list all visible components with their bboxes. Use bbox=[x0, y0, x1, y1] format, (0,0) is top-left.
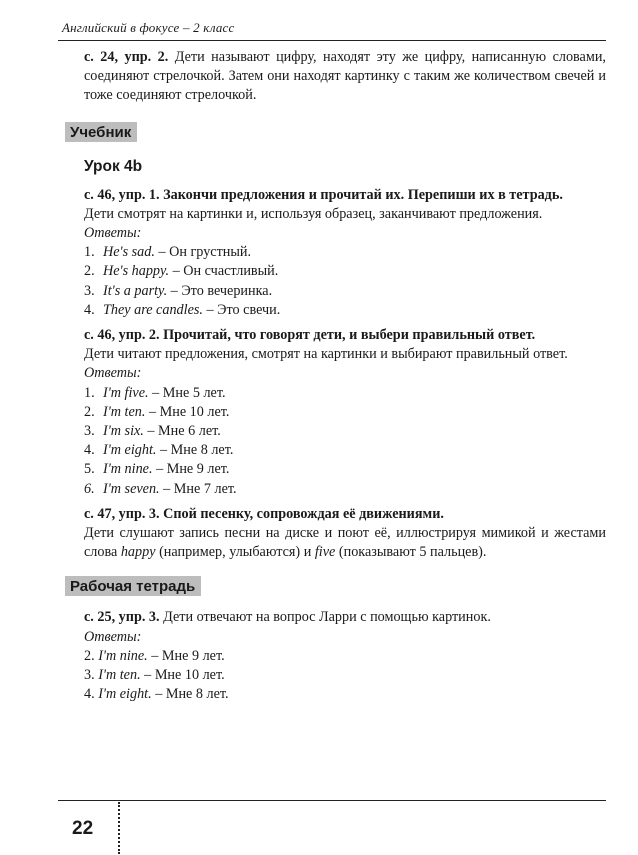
ex3-word-five: five bbox=[314, 544, 336, 561]
english-phrase: I'm eight. bbox=[98, 686, 152, 703]
list-item bbox=[84, 422, 606, 441]
item-number: 3. bbox=[84, 667, 95, 684]
english-phrase: I'm ten. bbox=[98, 667, 141, 684]
item-number: 4. bbox=[84, 442, 95, 459]
list-item bbox=[84, 282, 606, 301]
translation: – Мне 10 лет. bbox=[140, 667, 225, 684]
translation: – Мне 8 лет. bbox=[156, 442, 234, 459]
english-phrase: I'm ten. bbox=[103, 403, 146, 420]
translation: – Он счастливый. bbox=[169, 263, 279, 280]
ex2-answers-label: Ответы: bbox=[84, 365, 142, 382]
item-number: 4. bbox=[84, 686, 95, 703]
page-content bbox=[70, 48, 606, 704]
english-phrase: I'm nine. bbox=[103, 461, 153, 478]
list-item bbox=[84, 301, 606, 320]
english-phrase: He's happy. bbox=[103, 263, 170, 280]
item-number: 2. bbox=[84, 263, 95, 280]
intro-paragraph bbox=[84, 48, 606, 106]
english-phrase: I'm six. bbox=[103, 423, 144, 440]
page-number: 22 bbox=[72, 818, 94, 839]
ex2-description: Дети читают предложения, смотрят на картинки и выбирают правильный ответ. bbox=[84, 346, 568, 363]
item-number: 3. bbox=[84, 423, 95, 440]
list-item bbox=[84, 685, 606, 704]
list-item bbox=[84, 262, 606, 281]
ex1-answers-label: Ответы: bbox=[84, 225, 142, 242]
english-phrase: I'm seven. bbox=[103, 480, 160, 497]
list-item bbox=[84, 384, 606, 403]
translation: – Это вечеринка. bbox=[167, 282, 273, 299]
intro-lead: с. 24, упр. 2. bbox=[84, 49, 169, 65]
ex3-desc-part: (например, улыбаются) и bbox=[155, 544, 315, 561]
translation: – Мне 9 лет. bbox=[147, 647, 225, 664]
ex3-description bbox=[84, 524, 606, 562]
list-item bbox=[84, 647, 606, 666]
translation: – Мне 10 лет. bbox=[145, 403, 230, 420]
translation: – Мне 5 лет. bbox=[148, 384, 226, 401]
section-heading-workbook: Рабочая тетрадь bbox=[65, 576, 201, 596]
footer-rule bbox=[58, 800, 606, 801]
item-number: 1. bbox=[84, 384, 95, 401]
ex3-task: с. 47, упр. 3. Спой песенку, сопровождая её движениями. bbox=[84, 505, 444, 522]
wb1-answers-list bbox=[84, 647, 606, 705]
ex2-answers-list bbox=[84, 384, 606, 499]
english-phrase: I'm eight. bbox=[103, 442, 157, 459]
list-item bbox=[84, 403, 606, 422]
ex2-task: с. 46, упр. 2. Прочитай, что говорят дети, и выбери правильный ответ. bbox=[84, 327, 536, 344]
item-number: 5. bbox=[84, 461, 95, 478]
translation: – Мне 7 лет. bbox=[159, 480, 237, 497]
ex1-task: с. 46, упр. 1. Закончи предложения и прочитай их. Перепиши их в тетрадь. bbox=[84, 186, 563, 203]
ex3-word-happy: happy bbox=[120, 544, 156, 561]
item-number: 4. bbox=[84, 301, 95, 318]
list-item bbox=[84, 441, 606, 460]
ex1-answers-list bbox=[84, 243, 606, 320]
item-number: 3. bbox=[84, 282, 95, 299]
ex1-description: Дети смотрят на картинки и, используя образец, заканчивают предложения. bbox=[84, 205, 543, 222]
translation: – Это свечи. bbox=[202, 301, 281, 318]
running-head: Английский в фокусе – 2 класс bbox=[62, 20, 235, 35]
item-number: 2. bbox=[84, 403, 95, 420]
wb1-paragraph bbox=[84, 608, 606, 627]
list-item bbox=[84, 243, 606, 262]
wb1-answers-label: Ответы: bbox=[84, 628, 142, 645]
ex3-desc-part: Дети слушают запись песни на диске и поют её, иллюстрируя мимикой и жестами слова bbox=[84, 525, 606, 561]
english-phrase: I'm five. bbox=[103, 384, 149, 401]
item-number: 6. bbox=[84, 480, 95, 497]
list-item bbox=[84, 480, 606, 499]
list-item bbox=[84, 460, 606, 479]
wb1-lead: с. 25, упр. 3. bbox=[84, 609, 160, 626]
section-heading-textbook: Учебник bbox=[65, 122, 137, 142]
lesson-title: Урок 4b bbox=[84, 157, 143, 175]
ex3-desc-part: (показывают 5 пальцев). bbox=[335, 544, 487, 561]
translation: – Он грустный. bbox=[154, 244, 252, 261]
english-phrase: I'm nine. bbox=[98, 647, 148, 664]
header-rule bbox=[58, 40, 606, 41]
wb1-text: Дети отвечают на вопрос Ларри с помощью картинок. bbox=[159, 609, 491, 626]
translation: – Мне 6 лет. bbox=[143, 423, 221, 440]
item-number: 2. bbox=[84, 647, 95, 664]
list-item bbox=[84, 666, 606, 685]
dotted-divider bbox=[118, 802, 120, 854]
english-phrase: It's a party. bbox=[103, 282, 168, 299]
english-phrase: He's sad. bbox=[103, 244, 155, 261]
english-phrase: They are candles. bbox=[103, 301, 203, 318]
intro-text: Дети называют цифру, находят эту же цифру, написанную словами, соединяют стрелочкой. Затем они находят картинку с таким же количеством свечей и тоже соединяют стрелочкой. bbox=[84, 49, 606, 104]
translation: – Мне 9 лет. bbox=[152, 461, 230, 478]
item-number: 1. bbox=[84, 244, 95, 261]
translation: – Мне 8 лет. bbox=[151, 686, 229, 703]
